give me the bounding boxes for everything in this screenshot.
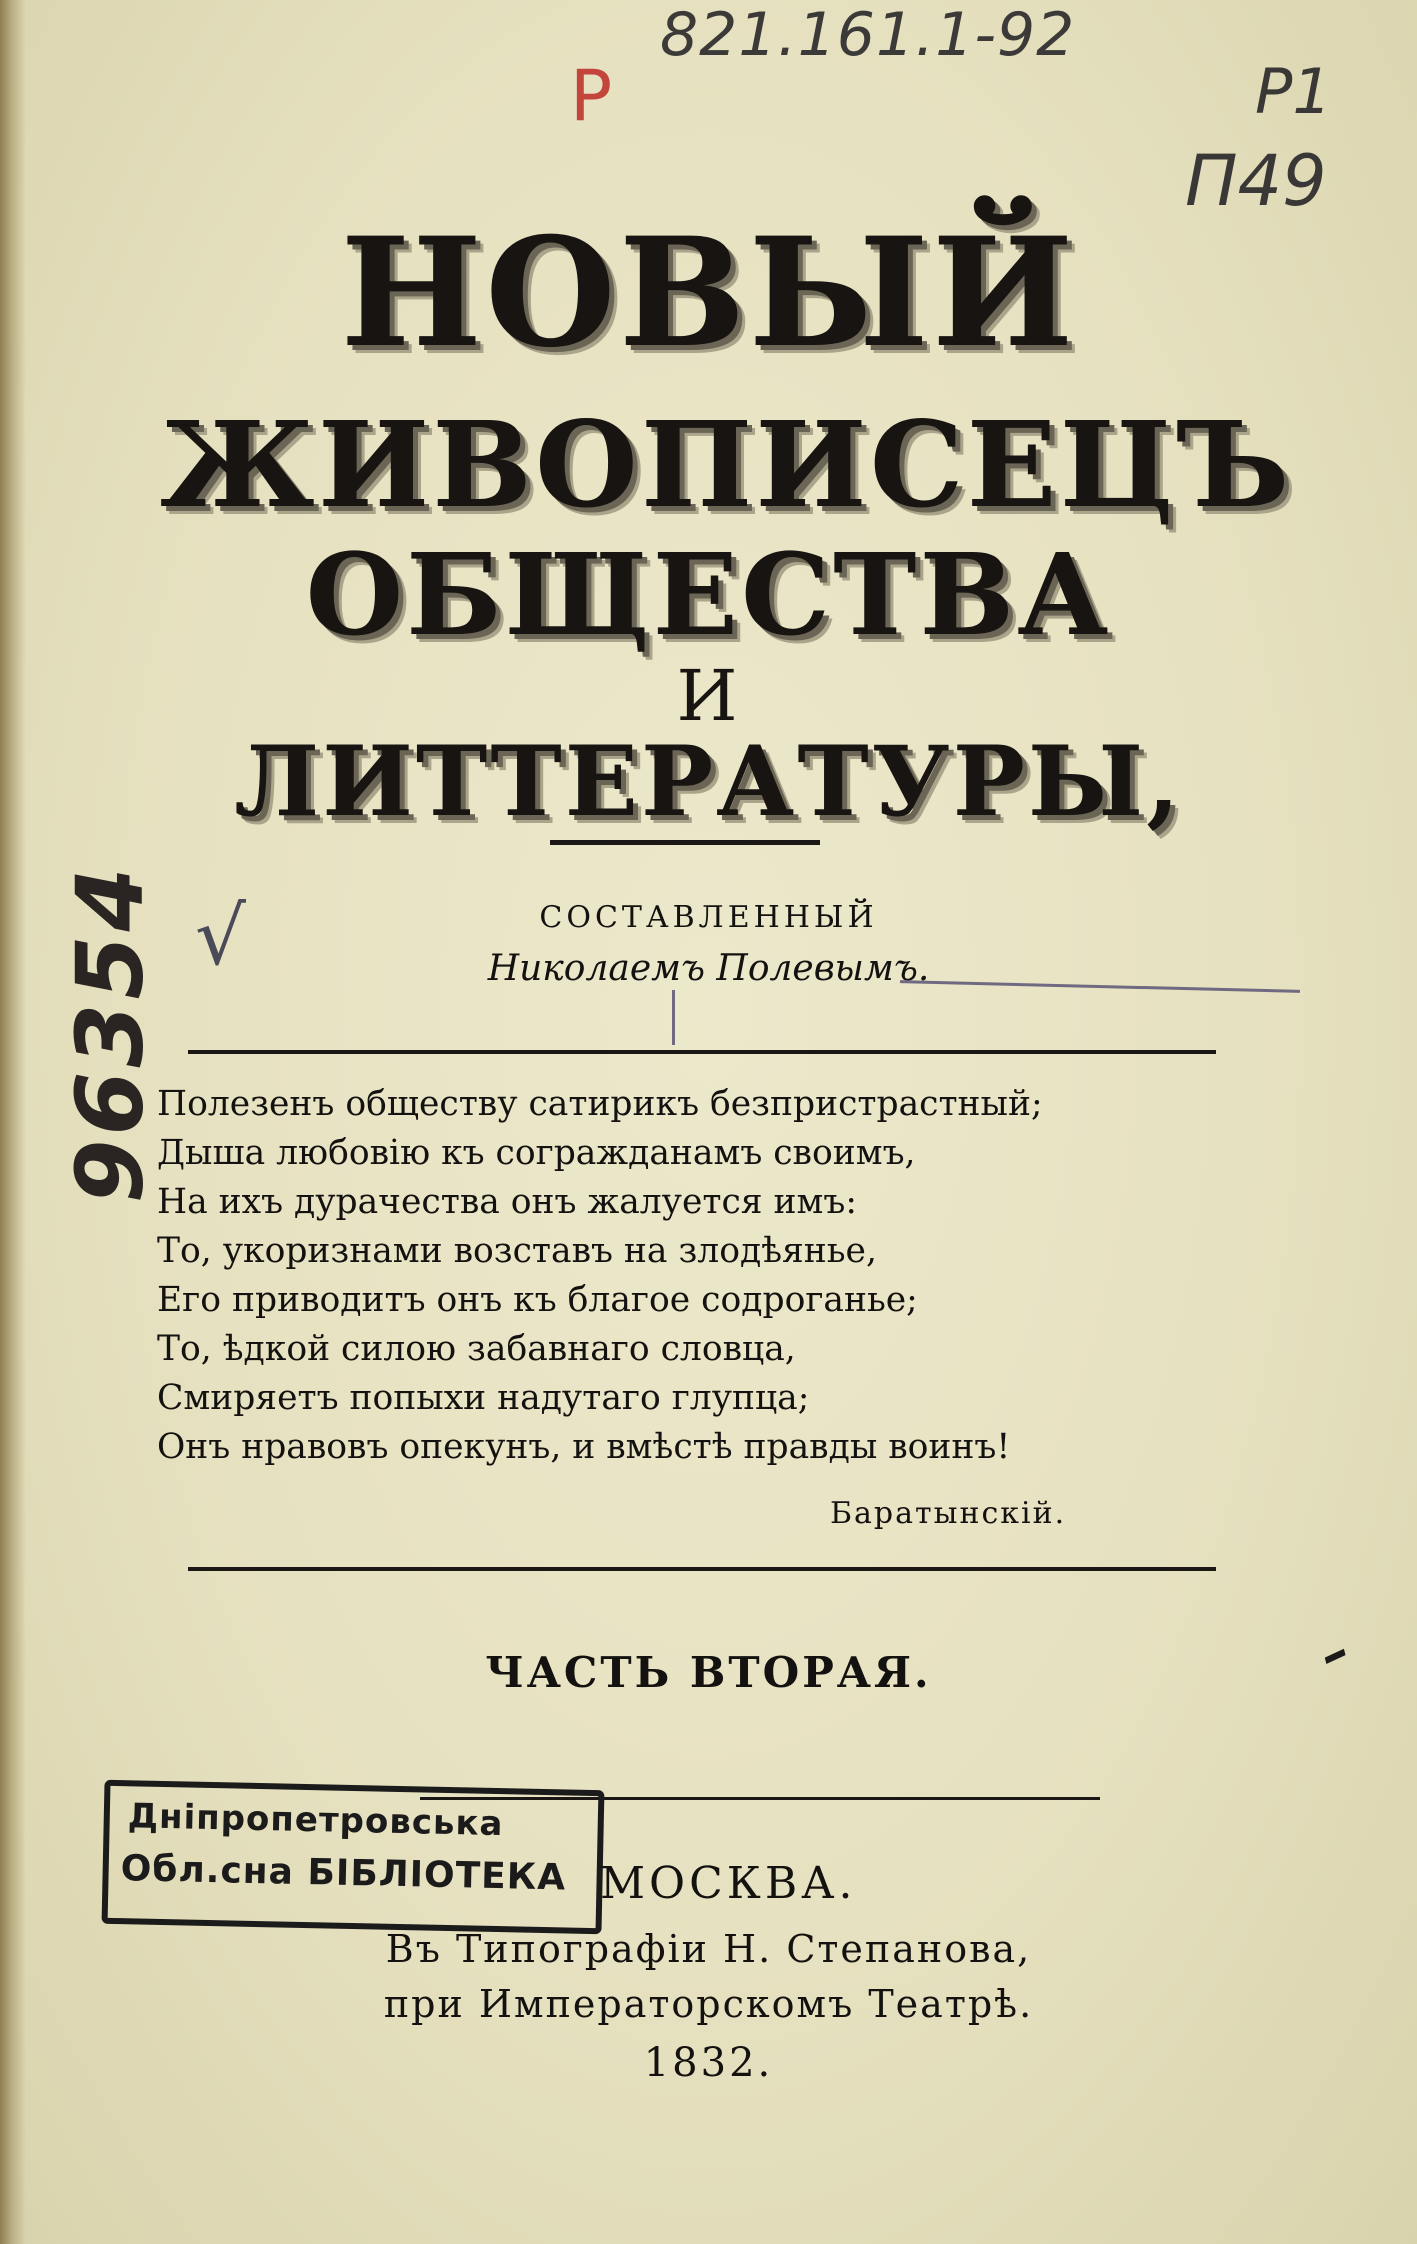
epigraph-line: То, укоризнами возставъ на злодѣянье, (157, 1231, 877, 1271)
divider-short (550, 840, 820, 845)
title-line-4: И (676, 655, 741, 737)
imprint-printer-location: при Императорскомъ Театрѣ. (383, 1982, 1034, 2026)
composed-by-label: СОСТАВЛЕННЫЙ (539, 900, 878, 935)
shelf-code: 821.161.1-92 (660, 0, 1076, 70)
divider-top-epigraph (188, 1050, 1216, 1054)
divider-bottom-epigraph (188, 1567, 1216, 1571)
library-stamp-line-2: Обл.сна БІБЛІОТЕКА (120, 1848, 567, 1899)
ink-dash-mark: - (1299, 1603, 1366, 1700)
imprint-printer: Въ Типографіи Н. Степанова, (385, 1927, 1032, 1971)
imprint-city: МОСКВА. (600, 1858, 857, 1909)
shelf-mark-right-2: П49 (1185, 140, 1327, 222)
library-stamp (102, 1780, 605, 1934)
pencil-tick (672, 990, 675, 1045)
title-line-2: ЖИВОПИСЕЦЪ (160, 395, 1293, 534)
library-stamp-line-1: Дніпропетровська (127, 1796, 504, 1845)
epigraph-line: То, ѣдкой силою забавнаго словца, (157, 1329, 796, 1369)
epigraph-line: Его приводитъ онъ къ благое содроганье; (157, 1280, 918, 1320)
shelf-mark-right-1: P1 (1255, 55, 1332, 128)
title-line-5: ЛИТТЕРАТУРЫ, (234, 725, 1183, 838)
epigraph-line: Дыша любовію къ согражданамъ своимъ, (157, 1133, 916, 1173)
epigraph (157, 1080, 1167, 1472)
epigraph-line: Полезенъ обществу сатирикъ безпристрастный; (157, 1084, 1043, 1124)
epigraph-line: На ихъ дурачества онъ жалуется имъ: (157, 1182, 857, 1222)
epigraph-line: Онъ нравовъ опекунъ, и вмѣстѣ правды воинъ! (157, 1427, 1011, 1467)
red-letter-mark: P (570, 55, 613, 137)
author-name: Николаемъ Полевымъ. (487, 948, 930, 989)
check-mark: √ (195, 890, 246, 983)
title-line-1: НОВЫЙ (340, 205, 1077, 381)
imprint-year: 1832. (643, 2040, 774, 2086)
epigraph-line: Смиряетъ попыхи надутаго глупца; (157, 1378, 810, 1418)
title-line-3: ОБЩЕСТВА (305, 530, 1112, 661)
inventory-number: 96354 (56, 863, 164, 1204)
epigraph-author: Баратынскій. (830, 1496, 1067, 1531)
part-label: ЧАСТЬ ВТОРАЯ. (485, 1648, 932, 1697)
